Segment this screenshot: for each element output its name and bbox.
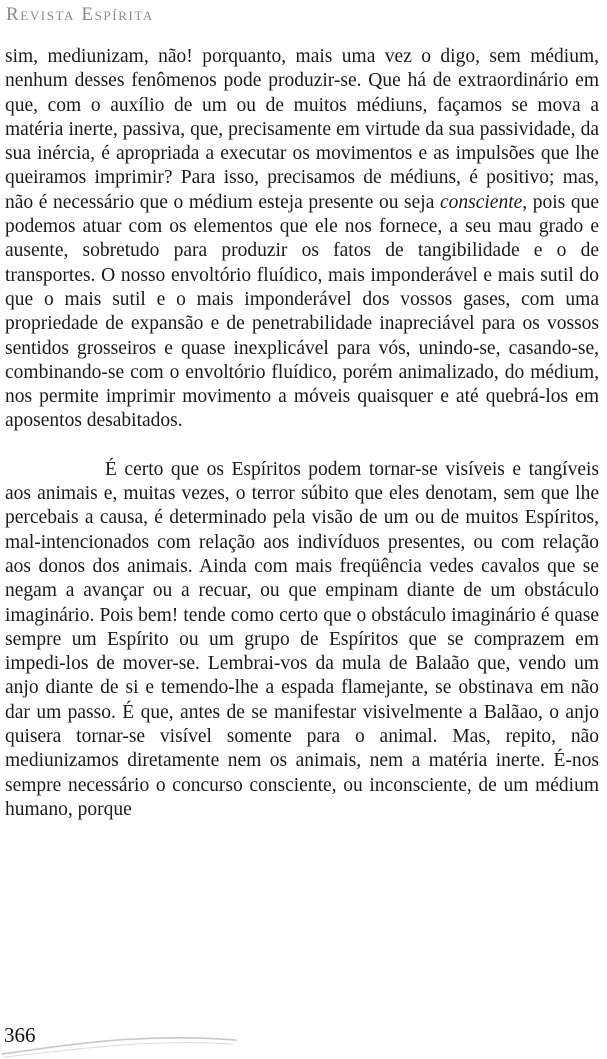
paragraph-2: É certo que os Espíritos podem tornar-se visíveis e tangíveis aos animais e, muitas vezes, o terror súbito que eles denotam, sem que lhe percebais a causa, é determinado pela visão de um ou de muitos Espíritos, mal-intencionados com relação aos indivíduos presentes, ou com relação aos donos dos animais. Ainda com mais freqüência vedes cavalos que se negam a avançar ou a recuar, ou que empinam diante de um obstáculo imaginário. Pois bem! tende como certo que o obstáculo imaginário é quase sempre um Espírito ou um grupo de Espíritos que se comprazem em impedi-los de mover-se. Lembrai-vos da mula de Balaão que, vendo um anjo diante de si e temendo-lhe a espada flamejante, se obstinava em não dar um passo. É que, antes de se manifestar visivelmente a Balãao, o anjo quisera tornar-se visível somente para o animal. Mas, repito, não mediunizamos diretamente nem os animais, nem a matéria inerte. É-nos sempre necessário o concurso consciente, ou inconsciente, de um médium humano, porque xyxy=(5,458,599,820)
emphasized-word: consciente xyxy=(439,191,523,213)
paragraph-1-text-a: sim, mediunizam, não! porquanto, mais uma vez o digo, sem médium, nenhum desses fenômenos pode produzir-se. Que há de extraordinário em que, com o auxílio de um ou de muitos médiuns, façamos se mova a matéria inerte, passiva, que, precisamente em virtude da sua passividade, da sua inércia, é apropriada a executar os movimentos e as impulsões que lhe queiramos imprimir? Para isso, precisamos de médiuns, é positivo; mas, não é necessário que o médium esteja presente ou seja xyxy=(5,46,599,213)
paragraph-1 xyxy=(5,45,599,434)
swoosh-ornament-icon xyxy=(0,1018,240,1059)
page-number: 366 xyxy=(4,1023,36,1047)
body-text xyxy=(5,45,599,822)
paragraph-1-text-b: , pois que podemos atuar com os elementos que ele nos fornece, a seu mau grado e ausente, sobretudo para produzir os fatos de tangibilidade e o de transportes. O nosso envoltório fluídico, mais imponderável e mais sutil do que o mais sutil e o mais imponderável dos vossos gases, com uma propriedade de expansão e de penetrabilidade inapreciável para os vossos sentidos grosseiros e quase inexplicável para vós, unindo-se, casando-se, combinando-se com o envoltório fluídico, porém animalizado, do médium, nos permite imprimir movimento a móveis quaisquer e até quebrá-los em aposentos desabitados. xyxy=(5,191,599,432)
running-header: Revista Espírita xyxy=(6,4,154,25)
